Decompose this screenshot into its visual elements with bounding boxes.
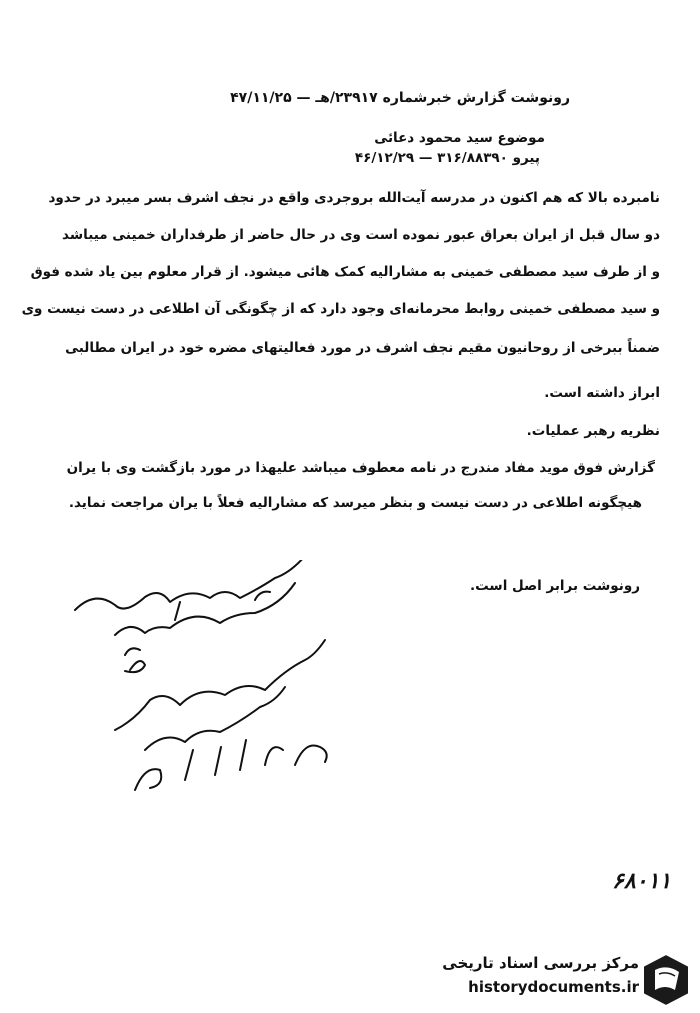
body-line-1: نامبرده بالا که هم اکنون در مدرسه آیت‌الله بروجردی واقع در نجف اشرف بسر میبرد در حدود [48,190,660,206]
body-line-2: دو سال قبل از ایران بعراق عبور نموده است وی در حال حاضر از طرفداران خمینی میباشد [62,227,660,243]
watermark [410,950,695,1010]
opinion-heading: نظریه رهبر عملیات. [526,423,660,439]
reference-line: پیرو ۳۱۶/۸۸۳۹۰ — ۴۶/۱۲/۲۹ [354,150,540,166]
body-line-6: ابراز داشته است. [544,385,660,401]
watermark-url: historydocuments.ir [468,978,639,996]
opinion-line-2: هیچگونه اطلاعی در دست نیست و بنظر میرسد که مشارالیه فعلاً با یران مراجعت نماید. [68,495,642,511]
opinion-line-1: گزارش فوق موید مفاد مندرج در نامه معطوف میباشد علیهذا در مورد بازگشت وی با یران [66,460,655,476]
body-line-3: و از طرف سید مصطفی خمینی به مشارالیه کمک هائی میشود. از قرار معلوم بین یاد شده فوق [30,264,660,280]
subject-line: موضوع سید محمود دعائی [374,130,545,146]
watermark-logo-icon [641,952,691,1008]
header-line: رونوشت گزارش خبرشماره ۲۳۹۱۷/هـ — ۴۷/۱۱/۲۵ [230,90,570,106]
watermark-title: مرکز بررسی اسناد تاریخی [442,954,639,972]
handwritten-notes [55,560,375,820]
certification-line: رونوشت برابر اصل است. [470,578,640,594]
body-line-4: و سید مصطفی خمینی روابط محرمانه‌ای وجود دارد که از چگونگی آن اطلاعی در دست نیست وی [21,301,660,317]
archive-number: ۶۸۰۱۱ [612,868,672,894]
body-line-5: ضمناً ببرخی از روحانیون مقیم نجف اشرف در مورد فعالیتهای مضره خود در ایران مطالبی [65,340,660,356]
